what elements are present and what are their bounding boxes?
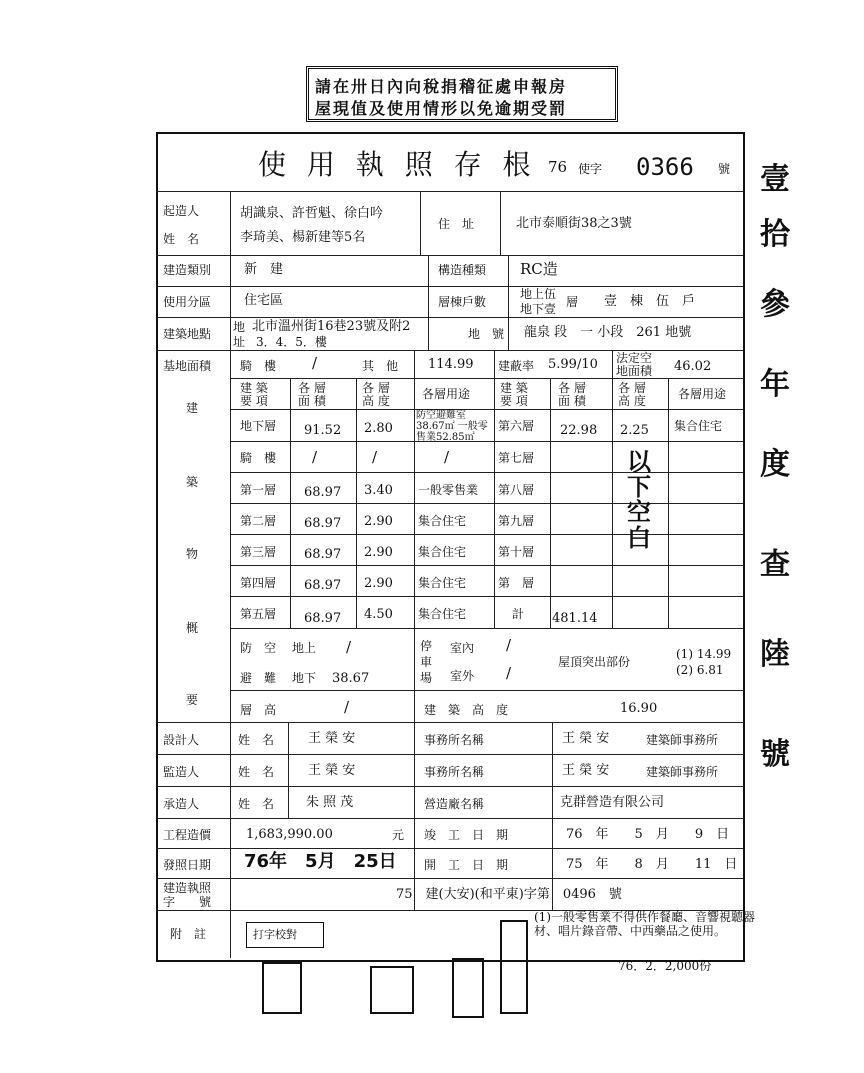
supervisor-office-suffix: 建築師事務所 xyxy=(646,765,719,779)
permit-ref-label-2: 字 號 xyxy=(163,895,212,909)
floor-area: / xyxy=(312,448,318,466)
floor-name: 第九層 xyxy=(498,514,535,528)
start-date: 75 年 8 月 11 日 xyxy=(566,857,738,872)
vacant-label-1: 法定空 xyxy=(616,351,653,365)
supervisor-office: 王 榮 安 xyxy=(562,763,610,778)
floor-use: 集合住宅 xyxy=(418,514,467,528)
blank-note: 以下空白 xyxy=(627,448,651,552)
hdr-item-r-1: 建 築 xyxy=(500,381,528,395)
lot-label: 地 號 xyxy=(468,327,505,341)
side-mark: 拾 xyxy=(760,217,790,252)
floor-area: 68.97 xyxy=(304,547,342,562)
contractor-firm: 克群營造有限公司 xyxy=(560,795,665,810)
print-info: 76．2．2,000份 xyxy=(618,959,712,973)
floor-name: 第四層 xyxy=(240,576,277,590)
designer-office-label: 事務所名稱 xyxy=(424,733,485,747)
designer-office-suffix: 建築師事務所 xyxy=(646,733,719,747)
site-address-2: 3．4．5．樓 xyxy=(256,335,327,349)
notice-line-1: 請在卅日內向稅捐稽征處申報房 xyxy=(315,77,568,96)
permit-number: 0366 xyxy=(636,153,694,181)
floor-area: 68.97 xyxy=(304,611,342,626)
hdr-item-2: 要 項 xyxy=(240,394,268,408)
builder-names-1: 胡識泉、許哲魁、徐白吟 xyxy=(240,206,384,221)
floor-name: 第八層 xyxy=(498,483,535,497)
floor-use: / xyxy=(444,448,450,466)
tax-notice-box xyxy=(306,66,618,122)
hdr-height-r-2: 高 度 xyxy=(618,394,646,408)
floor-use: 防空避難室38.67㎡ 一般零售業52.85㎡ xyxy=(416,410,488,443)
vacant-label-2: 地面積 xyxy=(616,364,653,378)
notes-label: 附 註 xyxy=(170,927,207,941)
parking-outdoor-label: 室外 xyxy=(450,669,475,683)
shelter-above: / xyxy=(346,638,352,656)
start-label: 開 工 日 期 xyxy=(424,858,509,872)
floor-use: 集合住宅 xyxy=(418,576,467,590)
structure-label: 構造種類 xyxy=(438,263,487,277)
notice-line-2: 屋現值及使用情形以免逾期受罰 xyxy=(315,99,568,118)
contractor-name: 朱 照 茂 xyxy=(306,795,354,810)
floor-name: 第七層 xyxy=(498,451,535,465)
side-mark: 度 xyxy=(760,447,790,482)
parking-char-3: 場 xyxy=(420,671,433,685)
category-value: 新 建 xyxy=(244,262,284,277)
floor-name: 第五層 xyxy=(240,607,277,621)
floor-height: / xyxy=(372,448,378,466)
address-label: 住 址 xyxy=(438,217,475,231)
floor-name: 第十層 xyxy=(498,545,535,559)
floor-name: 第六層 xyxy=(498,419,535,433)
floor-area: 22.98 xyxy=(560,423,598,438)
floor-height: 3.40 xyxy=(364,483,393,498)
floor-use: 集合住宅 xyxy=(418,607,467,621)
hdr-use-r: 各層用途 xyxy=(678,387,727,401)
issue-label: 發照日期 xyxy=(163,858,212,872)
side-mark: 查 xyxy=(760,547,790,582)
floor-area: 68.97 xyxy=(304,485,342,500)
structure-value: RC造 xyxy=(520,260,558,278)
building-height: 16.90 xyxy=(620,701,658,716)
side-mark: 參 xyxy=(760,287,790,322)
side-mark: 陸 xyxy=(760,637,790,672)
floor-name: 第 層 xyxy=(498,576,535,590)
parking-indoor: / xyxy=(506,636,512,654)
shelter-above-label: 地上 xyxy=(292,641,317,655)
contractor-label: 承造人 xyxy=(163,797,200,811)
permit-year: 76 xyxy=(548,158,568,176)
floor-use: 集合住宅 xyxy=(418,545,467,559)
site-side-2: 址 xyxy=(233,335,246,349)
builder-address: 北市泰順街38之3號 xyxy=(516,216,632,231)
vacant-value: 46.02 xyxy=(674,359,712,374)
floor-total-area: 481.14 xyxy=(552,611,598,626)
contractor-name-label: 姓 名 xyxy=(238,797,275,811)
notes-remark: (1)一般零售業不得供作餐廳、音響視聽器材、唱片錄音帶、中西藥品之使用。 xyxy=(534,910,755,939)
building-height-label: 建 築 高 度 xyxy=(424,703,509,717)
hdr-item-1: 建 築 xyxy=(240,381,268,395)
designer-office: 王 榮 安 xyxy=(562,731,610,746)
site-label: 建築地點 xyxy=(163,327,212,341)
permit-ref-label-1: 建造執照 xyxy=(163,881,212,895)
proofread-stamp-text: 打字校對 xyxy=(253,928,297,941)
official-seal-2 xyxy=(370,966,414,1014)
floor-height: 2.90 xyxy=(364,514,393,529)
section-char-5: 要 xyxy=(186,693,199,707)
area-label: 基地面積 xyxy=(163,359,212,373)
official-seal-1 xyxy=(262,962,302,1014)
category-label: 建造類別 xyxy=(163,263,212,277)
arcade-value: / xyxy=(312,354,318,372)
supervisor-office-label: 事務所名稱 xyxy=(424,765,485,779)
completion-date: 76 年 5 月 9 日 xyxy=(566,827,730,842)
cost-unit: 元 xyxy=(392,828,405,842)
shelter-label-1: 防 空 xyxy=(240,641,277,655)
shelter-below: 38.67 xyxy=(332,671,370,686)
proofread-stamp xyxy=(246,922,324,948)
floor-height: 4.50 xyxy=(364,607,393,622)
rooftop-label: 屋頂突出部份 xyxy=(558,655,631,669)
floor-name: 第一層 xyxy=(240,483,277,497)
form-title: 使 用 執 照 存 根 xyxy=(258,148,537,181)
supervisor-name-label: 姓 名 xyxy=(238,765,275,779)
floor-area: 68.97 xyxy=(304,516,342,531)
side-mark: 壹 xyxy=(760,162,790,197)
coverage-value: 5.99/10 xyxy=(548,357,598,372)
building-units: 壹 棟 伍 戶 xyxy=(604,294,696,309)
hdr-area-2: 面 積 xyxy=(298,394,326,408)
hdr-height-1: 各 層 xyxy=(362,381,390,395)
site-side-1: 地 xyxy=(233,320,246,334)
floors-above: 地上伍 xyxy=(520,287,557,301)
floor-height: 2.25 xyxy=(620,423,649,438)
floor-name: 第三層 xyxy=(240,545,277,559)
parking-outdoor: / xyxy=(506,664,512,682)
section-char-2: 築 xyxy=(186,475,199,489)
shelter-below-label: 地下 xyxy=(292,671,317,685)
cost-label: 工程造價 xyxy=(163,828,212,842)
designer-name: 王 榮 安 xyxy=(308,731,356,746)
floor-name: 騎 樓 xyxy=(240,451,277,465)
floor-name: 第二層 xyxy=(240,514,277,528)
hdr-use: 各層用途 xyxy=(422,387,471,401)
designer-name-label: 姓 名 xyxy=(238,733,275,747)
designer-label: 設計人 xyxy=(163,733,200,747)
hdr-item-r-2: 要 項 xyxy=(500,394,528,408)
cost-value: 1,683,990.00 xyxy=(246,827,333,842)
layer-height: / xyxy=(344,698,350,716)
parking-indoor-label: 室內 xyxy=(450,641,475,655)
floors-label: 層棟戶數 xyxy=(438,295,487,309)
official-seal-3 xyxy=(452,958,484,1018)
parking-char-2: 車 xyxy=(420,655,433,669)
hdr-height-r-1: 各 層 xyxy=(618,381,646,395)
contractor-firm-label: 營造廠名稱 xyxy=(424,797,485,811)
lot-number: 龍泉 段 一 小段 261 地號 xyxy=(524,325,692,340)
floor-height: 2.90 xyxy=(364,576,393,591)
layer-height-label: 層 高 xyxy=(240,703,277,717)
other-value: 114.99 xyxy=(428,357,474,372)
floor-area: 91.52 xyxy=(304,423,342,438)
shelter-label-2: 避 難 xyxy=(240,671,277,685)
floors-below: 地下壹 xyxy=(520,302,557,316)
supervisor-label: 監造人 xyxy=(163,765,200,779)
side-mark: 號 xyxy=(760,737,790,772)
section-char-3: 物 xyxy=(186,547,199,561)
zoning-label: 使用分區 xyxy=(163,295,212,309)
section-char-1: 建 xyxy=(186,401,199,415)
hdr-area-r-1: 各 層 xyxy=(558,381,586,395)
hdr-area-1: 各 層 xyxy=(298,381,326,395)
permit-prefix: 使字 xyxy=(578,162,603,176)
rooftop-2: (2) 6.81 xyxy=(676,663,724,677)
builder-label-1: 起造人 xyxy=(163,204,200,218)
section-char-4: 概 xyxy=(186,621,199,635)
parking-char-1: 停 xyxy=(420,639,433,653)
site-address-1: 北市溫州街16巷23號及附2 xyxy=(252,319,411,334)
floor-name: 計 xyxy=(512,607,525,621)
permit-ref: 75 建(大安)(和平東)字第 0496 號 xyxy=(396,887,622,902)
floor-use: 一般零售業 xyxy=(418,483,479,497)
issue-date: 76年 5月 25日 xyxy=(244,851,397,872)
floor-height: 2.80 xyxy=(364,421,393,436)
supervisor-name: 王 榮 安 xyxy=(308,763,356,778)
floor-height: 2.90 xyxy=(364,545,393,560)
coverage-label: 建蔽率 xyxy=(498,359,535,373)
floor-area: 68.97 xyxy=(304,578,342,593)
rooftop-1: (1) 14.99 xyxy=(676,647,732,661)
hdr-area-r-2: 面 積 xyxy=(558,394,586,408)
other-label: 其 他 xyxy=(362,359,399,373)
hdr-height-2: 高 度 xyxy=(362,394,390,408)
floor-use: 集合住宅 xyxy=(674,419,723,433)
completion-label: 竣 工 日 期 xyxy=(424,828,509,842)
arcade-label: 騎 樓 xyxy=(240,359,277,373)
side-mark: 年 xyxy=(760,367,790,402)
zoning-value: 住宅區 xyxy=(244,293,284,308)
floor-name: 地下層 xyxy=(240,419,277,433)
permit-suffix: 號 xyxy=(718,162,731,176)
official-seal-4 xyxy=(500,920,528,1014)
floor-unit: 層 xyxy=(566,295,579,309)
builder-names-2: 李琦美、楊新建等5名 xyxy=(240,230,366,245)
builder-label-2: 姓 名 xyxy=(163,232,200,246)
